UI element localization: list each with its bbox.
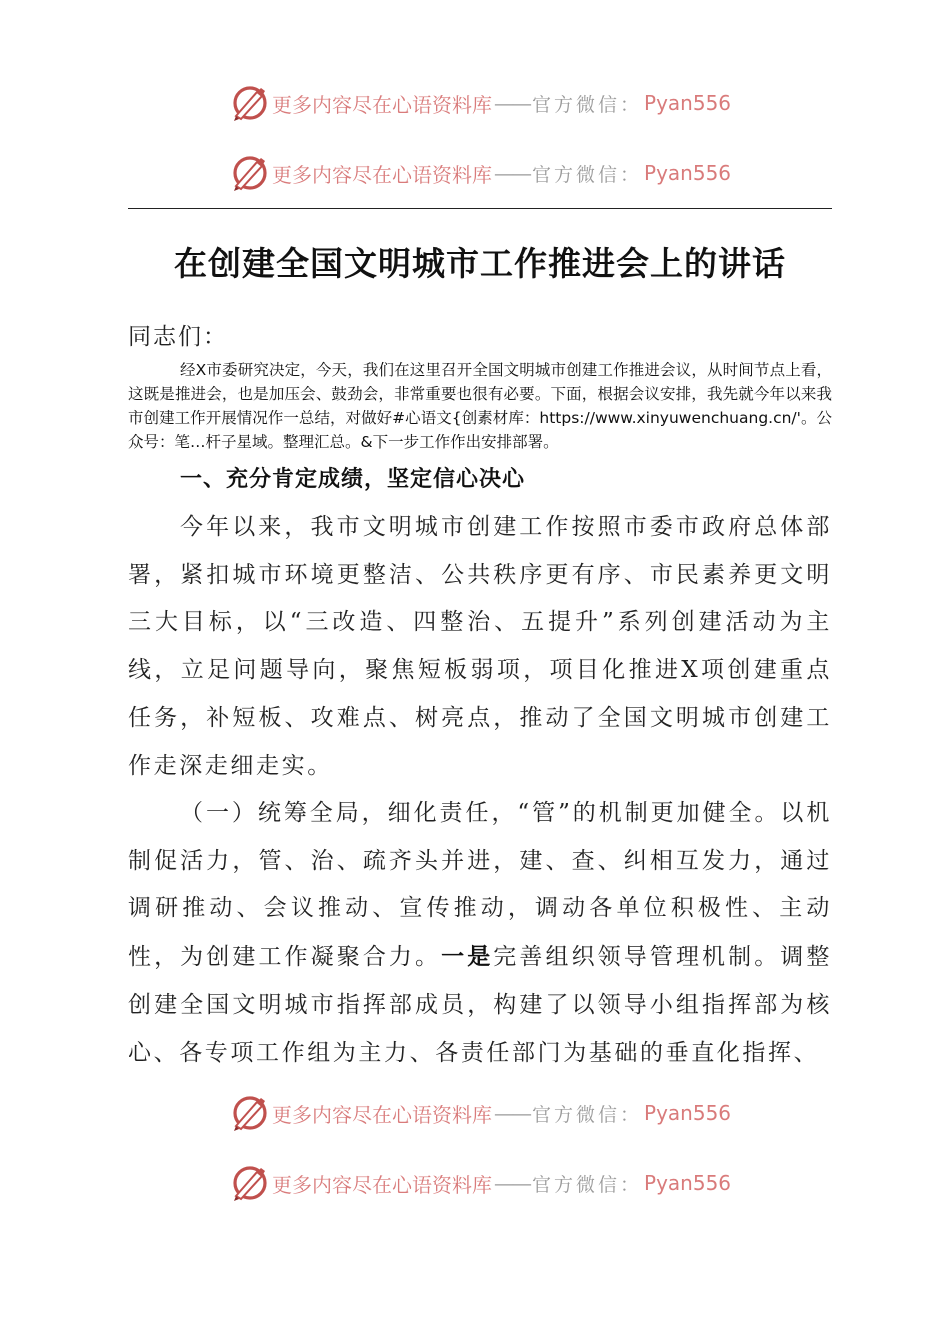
watermark-banner-1	[230, 83, 731, 123]
intro-paragraph: 经X市委研究决定，今天，我们在这里召开全国文明城市创建工作推进会议，从时间节点上看，这既是推进会，也是加压会、鼓劲会，非常重要也很有必要。下面，根据会议安排，我先就今年以来我市创建工作开展情况作一总结，对做好#心语文{创素材库：https://www.xinyuwenchuang.cn/'。公众号：笔…杆子星域。整理汇总。&下一步工作作出安排部署。	[128, 361, 832, 451]
greeting: 同志们：	[128, 324, 228, 350]
watermark-dash: ——	[494, 161, 530, 185]
watermark-wechat-id: Pyan556	[644, 1171, 732, 1195]
para2-bold-marker: 一是	[441, 943, 494, 971]
pen-logo-icon	[230, 1093, 270, 1133]
watermark-dash: ——	[494, 91, 530, 115]
watermark-banner-2	[230, 153, 731, 193]
para2-continuation: 完善组织领导管理机制。调整创建全国文明城市指挥部成员，构建了以领导小组指挥部为核心、各专项工作组为主力、各责任部门为基础的垂直化指挥、	[128, 944, 832, 1066]
document-title: 在创建全国文明城市工作推进会上的讲话	[174, 244, 786, 283]
para2-lead-text: （一）统筹全局，细化责任，“管”的机制更加健全。以机制促活力，管、治、疏齐头并进，建、查、纠相互发力，通过调研推动、会议推动、宣传推动，调动各单位积极性、主动性，为创建工作凝聚合力。	[128, 800, 832, 971]
body-paragraph-1: 今年以来，我市文明城市创建工作按照市委市政府总体部署，紧扣城市环境更整洁、公共秩序更有序、市民素养更文明三大目标，以“三改造、四整治、五提升”系列创建活动为主线，立足问题导向，聚焦短板弱项，项目化推进X项创建重点任务，补短板、攻难点、树亮点，推动了全国文明城市创建工作走深走细走实。	[128, 514, 832, 779]
watermark-wechat-id: Pyan556	[644, 91, 732, 115]
section-heading-1: 一、充分肯定成绩，坚定信心决心	[180, 467, 526, 492]
watermark-banner-3	[230, 1093, 731, 1133]
watermark-main-text: 更多内容尽在心语资料库	[272, 1102, 492, 1127]
pen-logo-icon	[230, 83, 270, 123]
watermark-official-label: 官方微信：	[532, 93, 643, 116]
watermark-official-label: 官方微信：	[532, 1103, 643, 1126]
watermark-banner-4	[230, 1163, 731, 1203]
watermark-dash: ——	[494, 1101, 530, 1125]
watermark-main-text: 更多内容尽在心语资料库	[272, 92, 492, 117]
pen-logo-icon	[230, 153, 270, 193]
watermark-main-text: 更多内容尽在心语资料库	[272, 162, 492, 187]
pen-logo-icon	[230, 1163, 270, 1203]
header-divider	[128, 208, 832, 209]
watermark-main-text: 更多内容尽在心语资料库	[272, 1172, 492, 1197]
watermark-official-label: 官方微信：	[532, 1173, 643, 1196]
watermark-wechat-id: Pyan556	[644, 161, 732, 185]
watermark-dash: ——	[494, 1171, 530, 1195]
body-paragraph-2	[128, 790, 832, 1077]
watermark-official-label: 官方微信：	[532, 163, 643, 186]
watermark-wechat-id: Pyan556	[644, 1101, 732, 1125]
